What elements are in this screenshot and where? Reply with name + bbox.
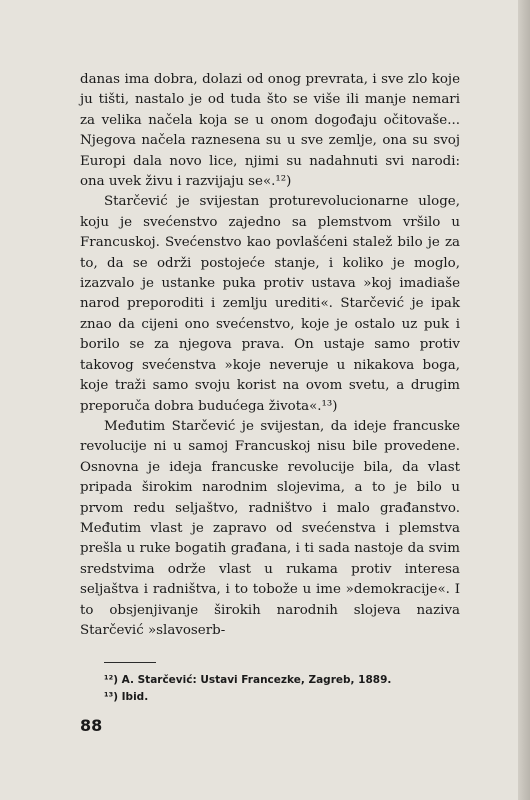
footnotes	[104, 672, 460, 706]
footnote-12: ¹²) A. Starčević: Ustavi Francezke, Zagreb, 1889.	[104, 674, 392, 686]
paragraph-2: Starčević je svijestan proturevolucionarne uloge, koju je svećenstvo zajedno sa plemstvom vršilo u Francuskoj. Svećenstvo kao povlašćeni stalež bilo je za to, da se održi postojeće stanje, i koliko je moglo, izazvalo je ustanke puka protiv ustava »koj imadiaše narod preporoditi i zemlju urediti«. Starčević je ipak znao da cijeni ono svećenstvo, koje je ostalo uz puk i borilo se za njegova prava. On ustaje samo protiv takovog svećenstva »koje neveruje u nikakova boga, koje traži samo svoju korist na ovom svetu, a drugim preporuča dobra budućega života«.¹³)	[80, 194, 460, 414]
body-text	[80, 70, 460, 641]
page-edge	[518, 0, 530, 800]
page-number: 88	[80, 716, 103, 735]
footnote-divider	[104, 662, 156, 663]
footnote-13: ¹³) Ibid.	[104, 691, 149, 703]
paragraph-3: Međutim Starčević je svijestan, da ideje francuske revolucije ni u samoj Francuskoj nisu bile provedene. Osnovna je ideja francuske revolucije bila, da vlast pripada širokim narodnim slojevima, a to je bilo u prvom redu seljaštvo, radništvo i malo građanstvo. Međutim vlast je zapravo od svećenstva i plemstva prešla u ruke bogatih građana, i ti sada nastoje da svim sredstvima održe vlast u rukama protiv interesa seljaštva i radništva, i to tobože u ime »demokracije«. I to obsjenjivanje širokih narodnih slojeva naziva Starčević »slavoserb-	[80, 418, 460, 638]
paragraph-1: danas ima dobra, dolazi od onog prevrata, i sve zlo koje ju tišti, nastalo je od tuda što se više ili manje nemari za velika načela koja se u onom dogođaju očitovaše... Njegova načela raznesena su u sve zemlje, ona su svoj Europi dala novo lice, njimi su nadahnuti svi narodi: ona uvek živu i razvijaju se«.¹²)	[80, 72, 460, 190]
